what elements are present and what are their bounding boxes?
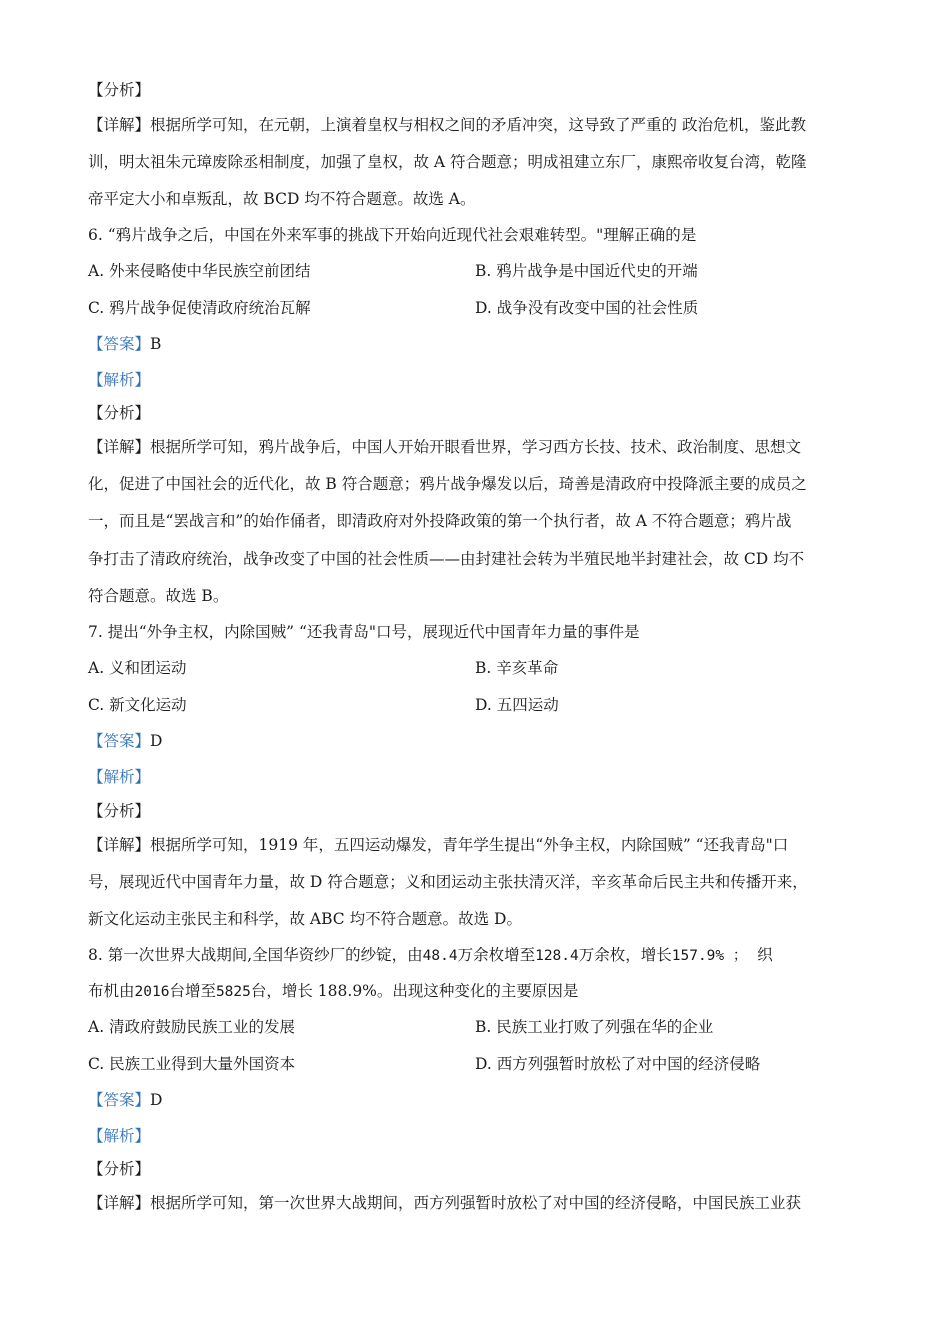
analysis-heading: 【分析】 <box>88 81 151 99</box>
option-a: A. 清政府鼓励民族工业的发展 <box>88 1018 296 1036</box>
explanation-heading: 【解析】 <box>88 768 151 786</box>
detail-paragraph-line: 【详解】根据所学可知，在元朝，上演着皇权与相权之间的矛盾冲突，这导致了严重的 政治危机，鉴此教 <box>88 116 806 134</box>
detail-paragraph-line: 帝平定大小和卓叛乱，故 BCD 均不符合题意。故选 A。 <box>88 190 476 208</box>
detail-paragraph-line: 【详解】根据所学可知，鸦片战争后，中国人开始开眼看世界，学习西方长技、技术、政治制度、思想文 <box>88 438 802 456</box>
answer-tag: 【答案】 <box>88 732 151 750</box>
detail-paragraph-line: 化，促进了中国社会的近代化，故 B 符合题意；鸦片战争爆发以后，琦善是清政府中投降派主要的成员之 <box>88 475 807 493</box>
analysis-heading: 【分析】 <box>88 1160 151 1178</box>
option-a: A. 义和团运动 <box>88 659 187 677</box>
answer-value: B <box>150 335 162 353</box>
question-stem: 6. “鸦片战争之后，中国在外来军事的挑战下开始向近现代社会艰难转型。"理解正确的是 <box>88 226 697 244</box>
answer-tag: 【答案】 <box>88 335 151 353</box>
explanation-heading: 【解析】 <box>88 371 151 389</box>
detail-paragraph-line: 符合题意。故选 B。 <box>88 587 229 605</box>
option-b: B. 辛亥革命 <box>475 659 559 677</box>
option-b: B. 鸦片战争是中国近代史的开端 <box>475 262 698 280</box>
answer-value: D <box>150 1091 163 1109</box>
question-stem: 8. 第一次世界大战期间,全国华资纱厂的纱锭，由48.4万余枚增至128.4万余枚，增长157.9% ； 织 <box>88 946 773 964</box>
detail-paragraph-line: 训，明太祖朱元璋废除丞相制度，加强了皇权，故 A 符合题意；明成祖建立东厂，康熙帝收复台湾，乾隆 <box>88 153 807 171</box>
answer-line <box>88 730 868 752</box>
answer-line <box>88 1089 868 1111</box>
question-stem: 7. 提出“外争主权，内除国贼” “还我青岛"口号，展现近代中国青年力量的事件是 <box>88 623 640 641</box>
detail-paragraph-line: 新文化运动主张民主和科学，故 ABC 均不符合题意。故选 D。 <box>88 910 522 928</box>
answer-value: D <box>150 732 163 750</box>
detail-paragraph-line: 争打击了清政府统治，战争改变了中国的社会性质——由封建社会转为半殖民地半封建社会，故 CD 均不 <box>88 550 805 568</box>
option-d: D. 五四运动 <box>475 696 559 714</box>
option-c: C. 鸦片战争促使清政府统治瓦解 <box>88 299 311 317</box>
detail-paragraph-line: 一，而且是“罢战言和”的始作俑者，即清政府对外投降政策的第一个执行者，故 A 不符合题意；鸦片战 <box>88 512 792 530</box>
detail-paragraph-line: 【详解】根据所学可知，第一次世界大战期间，西方列强暂时放松了对中国的经济侵略，中国民族工业获 <box>88 1194 802 1212</box>
detail-paragraph-line: 【详解】根据所学可知，1919 年，五四运动爆发，青年学生提出“外争主权，内除国贼” “还我青岛"口 <box>88 836 789 854</box>
option-d: D. 战争没有改变中国的社会性质 <box>475 299 699 317</box>
option-a: A. 外来侵略使中华民族空前团结 <box>88 262 311 280</box>
option-c: C. 民族工业得到大量外国资本 <box>88 1055 296 1073</box>
option-c: C. 新文化运动 <box>88 696 187 714</box>
answer-tag: 【答案】 <box>88 1091 151 1109</box>
analysis-heading: 【分析】 <box>88 802 151 820</box>
option-b: B. 民族工业打败了列强在华的企业 <box>475 1018 714 1036</box>
answer-line <box>88 333 868 355</box>
detail-paragraph-line: 号，展现近代中国青年力量，故 D 符合题意；义和团运动主张扶清灭洋，辛亥革命后民主共和传播开来， <box>88 873 808 891</box>
question-stem-continued: 布机由2016台增至5825台，增长 188.9%。出现这种变化的主要原因是 <box>88 982 579 1000</box>
analysis-heading: 【分析】 <box>88 404 151 422</box>
explanation-heading: 【解析】 <box>88 1127 151 1145</box>
option-d: D. 西方列强暂时放松了对中国的经济侵略 <box>475 1055 761 1073</box>
